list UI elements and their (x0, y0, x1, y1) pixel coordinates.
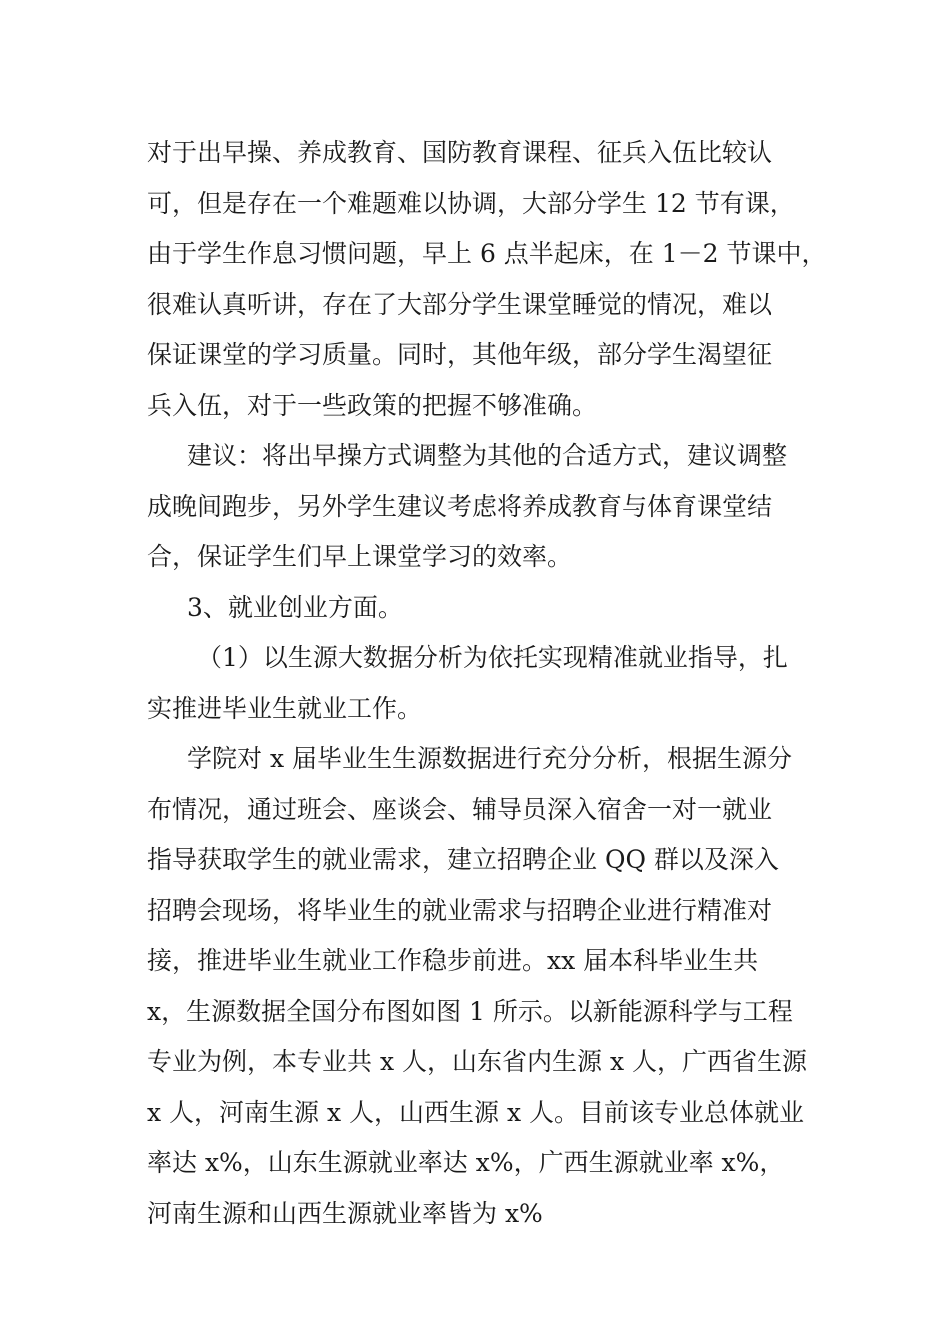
text-line: 实推进毕业生就业工作。 (147, 693, 423, 723)
text-line: 成晚间跑步，另外学生建议考虑将养成教育与体育课堂结 (147, 491, 773, 521)
text-line: 率达 x%，山东生源就业率达 x%，广西生源就业率 x%， (147, 1148, 785, 1177)
text-line: x，生源数据全国分布图如图 1 所示。以新能源科学与工程 (147, 996, 793, 1026)
text-line: 对于出早操、养成教育、国防教育课程、征兵入伍比较认 (147, 138, 773, 167)
text-line: 可，但是存在一个难题难以协调，大部分学生 12 节有课， (147, 188, 795, 218)
text-line: 保证课堂的学习质量。同时，其他年级，部分学生渴望征 (147, 340, 773, 369)
body-text (147, 128, 827, 1239)
subsection-heading: （1）以生源大数据分析为依托实现精准就业指导，扎 (197, 643, 788, 672)
text-line: 专业为例，本专业共 x 人，山东省内生源 x 人，广西省生源 (147, 1047, 807, 1076)
text-line: 很难认真听讲，存在了大部分学生课堂睡觉的情况，难以 (147, 289, 773, 319)
text-line: x 人，河南生源 x 人，山西生源 x 人。目前该专业总体就业 (147, 1097, 805, 1127)
text-line: 接，推进毕业生就业工作稳步前进。xx 届本科毕业生共 (147, 946, 759, 975)
text-line: 合，保证学生们早上课堂学习的效率。 (147, 542, 573, 571)
text-line-paragraph-start: 学院对 x 届毕业生生源数据进行充分分析，根据生源分 (187, 744, 792, 773)
text-line: 招聘会现场，将毕业生的就业需求与招聘企业进行精准对 (147, 895, 773, 925)
text-line: 由于学生作息习惯问题，早上 6 点半起床，在 1－2 节课中， (147, 239, 827, 268)
text-line-paragraph-start: 建议：将出早操方式调整为其他的合适方式，建议调整 (187, 441, 788, 470)
section-heading: 3、就业创业方面。 (187, 592, 403, 622)
text-line: 河南生源和山西生源就业率皆为 x% (147, 1198, 543, 1228)
text-line: 兵入伍，对于一些政策的把握不够准确。 (147, 390, 598, 420)
text-line: 指导获取学生的就业需求，建立招聘企业 QQ 群以及深入 (147, 845, 779, 874)
text-line: 布情况，通过班会、座谈会、辅导员深入宿舍一对一就业 (147, 794, 773, 824)
